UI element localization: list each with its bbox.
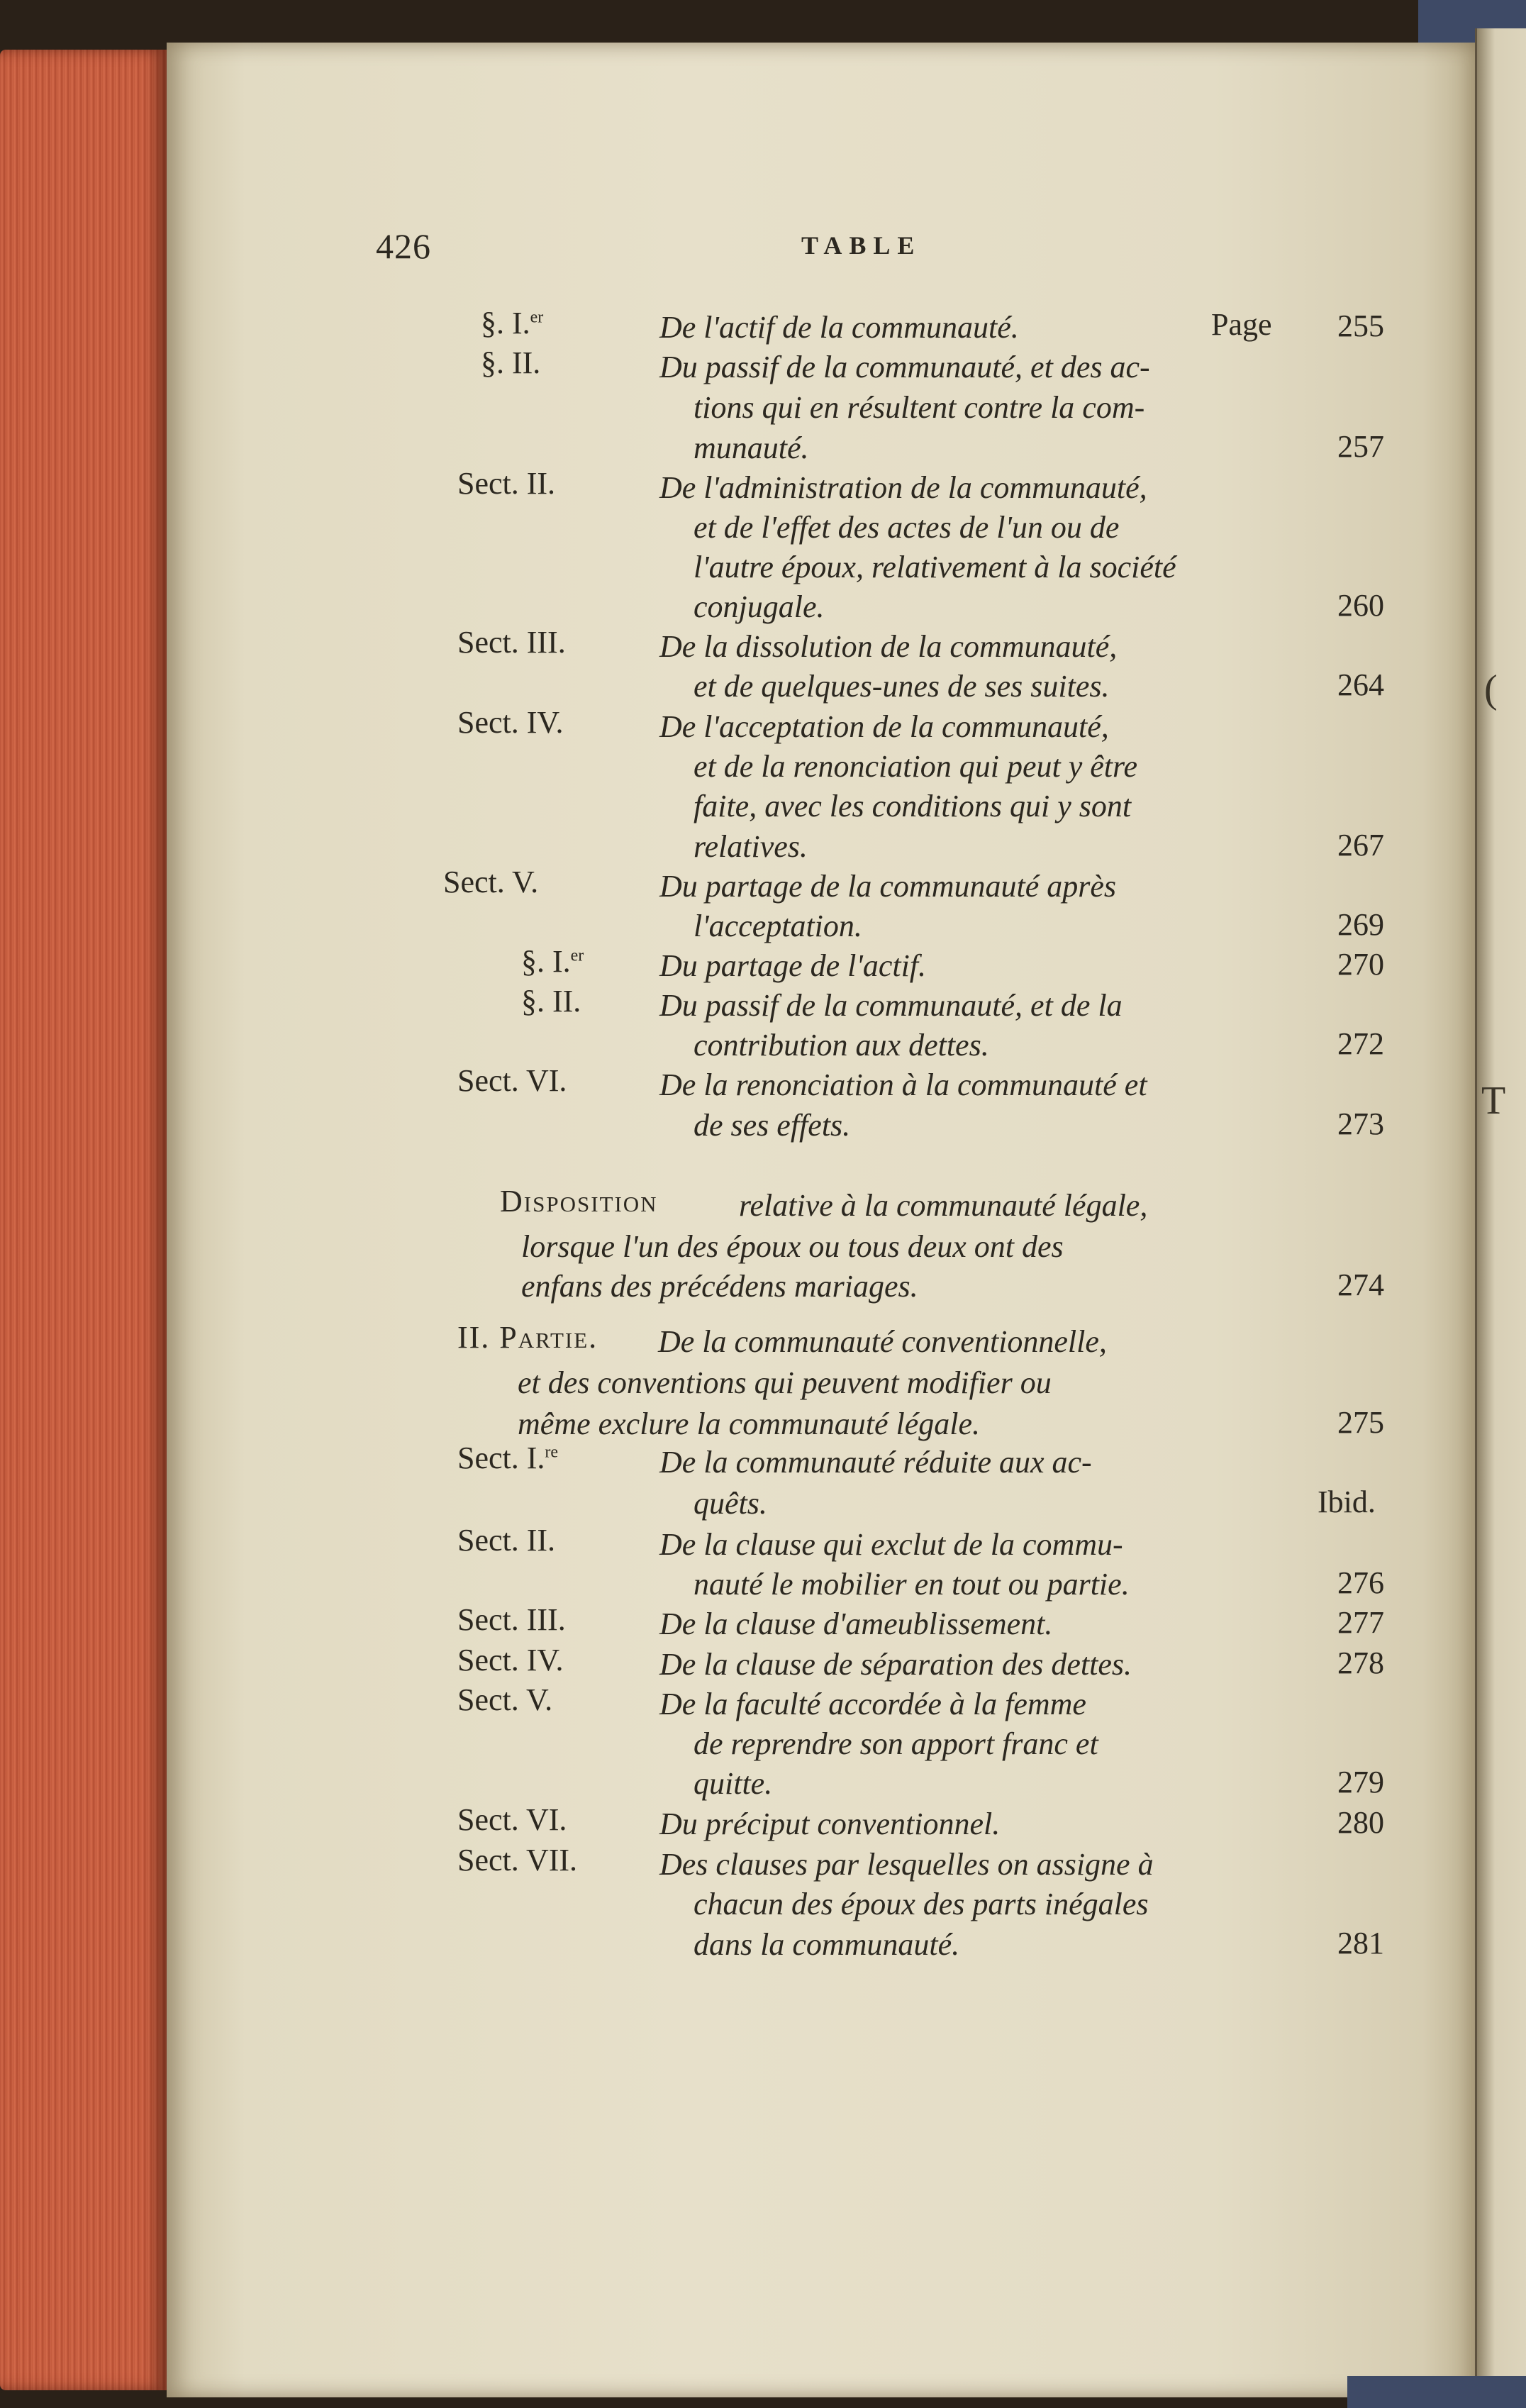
page-number: 426 [376, 226, 431, 266]
toc-entry-text: De la dissolution de la communauté, [659, 629, 1118, 664]
toc-entry-label: Sect. VI. [457, 1063, 567, 1098]
book-cover-bottom [1347, 2376, 1526, 2408]
toc-entry-text: Du passif de la communauté, et des ac- [659, 350, 1150, 384]
toc-page-number: 280 [1337, 1805, 1384, 1840]
toc-entry-label: §. II. [521, 984, 581, 1019]
toc-entry-label: Sect. III. [457, 625, 566, 660]
toc-entry-label: Sect. II. [457, 466, 556, 501]
toc-entry-text: lorsque l'un des époux ou tous deux ont des [521, 1229, 1064, 1264]
toc-entry-text: quêts. [694, 1486, 767, 1521]
toc-entry-label: Sect. I.$^{re}$ [457, 1441, 559, 1475]
toc-entry-label: Sect. IV. [457, 705, 564, 740]
toc-entry-text: l'acceptation. [694, 909, 862, 943]
toc-entry-text: Du partage de la communauté après [659, 869, 1117, 904]
toc-entry-text: tions qui en résultent contre la com- [694, 390, 1145, 425]
toc-entry-text: même exclure la communauté légale. [518, 1406, 981, 1441]
toc-entry-label: Sect. VII. [457, 1843, 578, 1877]
toc-entry-label: §. II. [481, 345, 541, 380]
toc-page-number: 281 [1337, 1926, 1384, 1960]
toc-page-number: 270 [1337, 947, 1384, 982]
toc-entry-text: l'autre époux, relativement à la société [694, 550, 1176, 584]
toc-entry-text: de reprendre son apport franc et [694, 1726, 1098, 1761]
right-page-edge [1475, 28, 1526, 2390]
toc-page-number: 255 [1337, 309, 1384, 343]
toc-entry-text: relative à la communauté légale, [739, 1188, 1148, 1223]
toc-page-number: 274 [1337, 1267, 1384, 1302]
toc-entry-label: §. I.$^{er}$ [481, 306, 544, 340]
toc-page-number: 278 [1337, 1646, 1384, 1680]
toc-entry-text: De l'administration de la communauté, [659, 470, 1147, 505]
toc-entry-text: et des conventions qui peuvent modifier ou [518, 1365, 1052, 1400]
toc-page-number: 260 [1337, 588, 1384, 623]
toc-entry-text: relatives. [694, 829, 808, 864]
toc-page-number: 276 [1337, 1565, 1384, 1600]
page-edges [0, 50, 167, 2390]
toc-page-number: 269 [1337, 907, 1384, 942]
toc-entry-label: §. I.$^{er}$ [521, 944, 584, 979]
toc-page-number: 257 [1337, 429, 1384, 464]
toc-entry-text: De l'actif de la communauté. [659, 310, 1019, 345]
toc-entry-text: De l'acceptation de la communauté, [659, 709, 1109, 744]
toc-entry-text: De la clause d'ameublissement. [659, 1607, 1053, 1641]
toc-entry-text: de ses effets. [694, 1108, 851, 1143]
toc-page-number: 273 [1337, 1106, 1384, 1141]
toc-entry-text: De la communauté conventionnelle, [658, 1324, 1107, 1359]
toc-entry-label: Sect. III. [457, 1602, 566, 1637]
page-heading: TABLE [801, 231, 922, 260]
right-page-glyph: ( [1484, 667, 1498, 711]
toc-entry-text: et de quelques-unes de ses suites. [694, 669, 1110, 704]
toc-page-number: 267 [1337, 828, 1384, 862]
toc-entry-text: faite, avec les conditions qui y sont [694, 789, 1132, 823]
toc-entry-text: Des clauses par lesquelles on assigne à [659, 1847, 1154, 1882]
toc-entry-text: contribution aux dettes. [694, 1028, 989, 1062]
toc-entry-label: Sect. V. [457, 1682, 553, 1717]
toc-entry-text: conjugale. [694, 589, 825, 624]
toc-page-number: 264 [1337, 667, 1384, 702]
toc-entry-text: Du partage de l'actif. [659, 948, 927, 983]
toc-entry-text: et de la renonciation qui peut y être [694, 749, 1138, 784]
toc-entry-text: De la faculté accordée à la femme [659, 1687, 1086, 1721]
toc-page-number: 272 [1337, 1026, 1384, 1061]
toc-entry-text: chacun des époux des parts inégales [694, 1887, 1149, 1921]
toc-entry-text: dans la communauté. [694, 1927, 960, 1962]
toc-page-number: Ibid. [1318, 1485, 1376, 1519]
toc-entry-text: Du passif de la communauté, et de la [659, 988, 1123, 1023]
toc-entry-text: De la clause de séparation des dettes. [659, 1647, 1132, 1682]
right-page-glyph: T [1481, 1079, 1506, 1123]
toc-page-number: 275 [1337, 1405, 1384, 1440]
toc-entry-label: Sect. V. [443, 865, 539, 899]
toc-entry-label: II. Partie. [457, 1320, 598, 1355]
toc-entry-label: Sect. IV. [457, 1643, 564, 1677]
toc-page-number: 279 [1337, 1765, 1384, 1799]
toc-entry-label: Sect. VI. [457, 1802, 567, 1837]
toc-entry-text: Du préciput conventionnel. [659, 1807, 1001, 1841]
toc-entry-label: Disposition [500, 1184, 658, 1219]
toc-entry-text: nauté le mobilier en tout ou partie. [694, 1567, 1130, 1602]
toc-entry-text: De la renonciation à la communauté et [659, 1067, 1147, 1102]
toc-entry-text: et de l'effet des actes de l'un ou de [694, 510, 1120, 545]
toc-entry-text: De la communauté réduite aux ac- [659, 1445, 1092, 1480]
page-word: Page [1211, 307, 1272, 342]
toc-entry-text: enfans des précédens mariages. [521, 1269, 918, 1304]
toc-entry-text: munauté. [694, 431, 809, 465]
toc-entry-text: De la clause qui exclut de la commu- [659, 1527, 1123, 1562]
toc-entry-label: Sect. II. [457, 1523, 556, 1558]
toc-page-number: 277 [1337, 1605, 1384, 1640]
toc-entry-text: quitte. [694, 1766, 773, 1801]
